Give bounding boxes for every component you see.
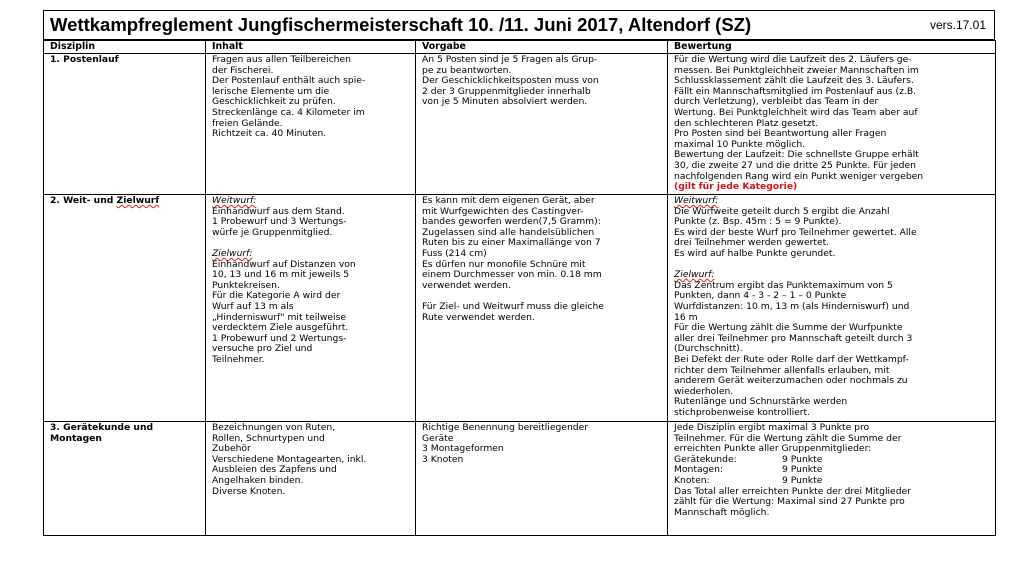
text-line: 1 Probewurf und 2 Wertungs- [212, 332, 347, 344]
text-line: Jede Disziplin ergibt maximal 3 Punkte pro [674, 422, 870, 433]
points-value: 9 Punkte [782, 464, 823, 476]
text-line: Es wird auf halbe Punkte gerundet. [674, 247, 836, 259]
text-line: Für die Wertung zählt die Summe der Wurfpunkte [674, 322, 903, 334]
text-line: drei Teilnehmer werden gewertet. [674, 237, 830, 249]
text-line: nachfolgenden Rang wird ein Punkt weniger vergeben [674, 170, 924, 182]
text-line: Wertung. Bei Punktgleichheit wird das Team aber auf [674, 106, 918, 118]
text-line: mit Wurfgewichten des Castingver- [422, 205, 584, 217]
text-line: 1 Probewurf und 3 Wertungs- [212, 216, 347, 228]
text-line: Richtige Benennung bereitliegender [422, 422, 589, 433]
text-line: Punkte (z. Bsp. 45m : 5 = 9 Punkte). [674, 216, 842, 228]
title-bar [43, 10, 995, 40]
text-line: Teilnehmer. Für die Wertung zählt die Summe der [674, 432, 902, 444]
text-line: versuche pro Ziel und [212, 343, 313, 355]
table-row-postenlauf [44, 54, 996, 195]
cell-inhalt [206, 195, 416, 422]
text-line: wiederholen. [674, 385, 734, 397]
version-label: vers.17.01 [929, 18, 986, 32]
table-header-row [44, 41, 996, 54]
text-line: Schlussklassement zählt die Laufzeit des 3. Läufers. [674, 75, 914, 87]
text-line: Bei Defekt der Rute oder Rolle darf der Wettkampf- [674, 353, 909, 365]
text-line: Fällt ein Mannschaftsmitglied im Postenlauf aus (z.B. [674, 85, 917, 97]
cell-vorgabe [416, 422, 668, 536]
text-line: aller drei Teilnehmer pro Mannschaft geteilt durch 3 [674, 332, 913, 344]
text-line: Rutenlänge und Schnurstärke werden [674, 396, 848, 408]
text-line: verdecktem Ziele ausgeführt. [212, 322, 349, 334]
text-line: 3 Knoten [422, 453, 464, 465]
text-line: Wurfdistanzen: 10 m, 13 m (als Hinderniswurf) und [674, 300, 910, 312]
column-header-vorgabe: Vorgabe [416, 41, 668, 54]
subheading-zielwurf: Zielwurf: [674, 269, 715, 281]
text-line: An 5 Posten sind je 5 Fragen als Grup- [422, 54, 598, 65]
text-line: Das Total aller erreichten Punkte der drei Mitglieder [674, 485, 911, 497]
text-line: durch Verletzung), verbleibt das Team in der [674, 96, 879, 108]
text-line: Punktekreisen. [212, 279, 280, 291]
text-line: Ausbleien des Zapfens und [212, 464, 337, 476]
text-line: (Durchschnitt). [674, 343, 743, 355]
subheading-weitwurf: Weitwurf: [212, 195, 257, 206]
text-line: Es kann mit dem eigenen Gerät, aber [422, 195, 595, 206]
points-line [674, 465, 989, 476]
text-line: 10, 13 und 16 m mit jeweils 5 [212, 269, 350, 281]
column-header-bewertung: Bewertung [668, 41, 996, 54]
points-value: 9 Punkte [782, 474, 823, 486]
column-header-disziplin: Disziplin [44, 41, 206, 54]
text-line: erreichten Punkte aller Gruppenmitglieder: [674, 443, 872, 455]
text-line: einem Durchmesser von min. 0.18 mm [422, 269, 602, 281]
table-row-geraetekunde [44, 422, 996, 536]
document-title: Wettkampfreglement Jungfischermeisterschaft 10. /11. Juni 2017, Altendorf (SZ) [50, 14, 752, 35]
text-line: Einhandwurf auf Distanzen von [212, 258, 356, 270]
cell-vorgabe [416, 195, 668, 422]
points-label: Knoten: [674, 474, 710, 486]
text-line: Geräte [422, 432, 454, 444]
points-line [674, 476, 989, 487]
text-line: 16 m [674, 311, 698, 323]
rules-table [43, 40, 996, 536]
text-line: der Fischerei. [212, 64, 274, 76]
text-line: lerische Elemente um die [212, 85, 330, 97]
text-line: Das Zentrum ergibt das Punktemaximum von 5 [674, 279, 893, 291]
table-row-weit-zielwurf [44, 195, 996, 422]
text-line: bandes geworfen werden(7,5 Gramm): [422, 216, 601, 228]
cell-disziplin [44, 422, 206, 536]
text-line: zählt für die Wertung: Maximal sind 27 Punkte pro [674, 496, 905, 508]
text-line: von je 5 Minuten absolviert werden. [422, 96, 588, 108]
text-line: Die Wurfweite geteilt durch 5 ergibt die Anzahl [674, 205, 890, 217]
text-line: Angelhaken binden. [212, 474, 304, 486]
text-line: Zugelassen sind alle handelsüblichen [422, 226, 595, 238]
cell-inhalt [206, 422, 416, 536]
text-line: Diverse Knoten. [212, 485, 286, 497]
points-label: Montagen: [674, 464, 724, 476]
text-line: Bezeichnungen von Ruten, [212, 422, 336, 433]
text-line: den schlechteren Platz gesetzt. [674, 117, 819, 129]
points-label: Gerätekunde: [674, 453, 737, 465]
text-line: Streckenlänge ca. 4 Kilometer im [212, 106, 365, 118]
text-line: Für die Kategorie A wird der [212, 290, 341, 302]
text-line: richter dem Teilnehmer allenfalls erlauben, mit [674, 364, 890, 376]
points-value: 9 Punkte [782, 453, 823, 465]
text-line: Der Postenlauf enthält auch spie- [212, 75, 366, 87]
discipline-name-part: 2. Weit- und [50, 195, 117, 206]
discipline-name: 1. Postenlauf [50, 54, 119, 65]
text-line: Einhandwurf aus dem Stand. [212, 205, 345, 217]
text-line: messen. Bei Punktgleichheit zweier Mannschaften im [674, 64, 919, 76]
cell-disziplin [44, 54, 206, 195]
column-header-inhalt: Inhalt [206, 41, 416, 54]
text-line: Verschiedene Montagearten, inkl. [212, 453, 367, 465]
cell-inhalt [206, 54, 416, 195]
category-note: (gilt für jede Kategorie) [674, 181, 798, 193]
text-line: Rute verwendet werden. [422, 311, 535, 323]
discipline-name: 3. Gerätekunde und [50, 422, 154, 433]
text-line: Teilnehmer. [212, 353, 265, 365]
text-line: anderem Gerät weiterzumachen oder nochmals zu [674, 375, 908, 387]
text-line: 30, die zweite 27 und die dritte 25 Punkte. Für jeden [674, 159, 916, 171]
text-line: Der Geschicklichkeitsposten muss von [422, 75, 599, 87]
text-line: Für die Wertung wird die Laufzeit des 2. Läufers ge- [674, 54, 912, 65]
cell-vorgabe [416, 54, 668, 195]
cell-bewertung [668, 54, 996, 195]
text-line: pe zu beantworten. [422, 64, 512, 76]
text-line: Es dürfen nur monofile Schnüre mit [422, 258, 586, 270]
text-line: Ruten bis zu einer Maximallänge von 7 [422, 237, 601, 249]
cell-bewertung [668, 422, 996, 536]
discipline-name [50, 196, 199, 207]
text-line: maximal 10 Punkte möglich. [674, 138, 806, 150]
text-line: Bewertung der Laufzeit: Die schnellste Gruppe erhält [674, 149, 919, 161]
text-line: 3 Montageformen [422, 443, 504, 455]
text-line: „Hinderniswurf" mit teilweise [212, 311, 347, 323]
cell-bewertung [668, 195, 996, 422]
text-line: Punkten, dann 4 - 3 - 2 – 1 – 0 Punkte [674, 290, 847, 302]
text-line: stichprobenweise kontrolliert. [674, 406, 811, 418]
text-line: Mannschaft möglich. [674, 506, 770, 518]
text-line: Pro Posten sind bei Beantwortung aller Fragen [674, 128, 887, 140]
text-line: Für Ziel- und Weitwurf muss die gleiche [422, 300, 604, 312]
text-line: freien Gelände. [212, 117, 283, 129]
discipline-name: Montagen [50, 432, 102, 444]
text-line: verwendet werden. [422, 279, 511, 291]
discipline-name-part: Zielwurf [116, 195, 160, 206]
text-line: Geschicklichkeit zu prüfen. [212, 96, 336, 108]
spacer [674, 260, 989, 271]
text-line: Rollen, Schnurtypen und [212, 432, 325, 444]
text-line: Fuss (214 cm) [422, 247, 487, 259]
text-line: 2 der 3 Gruppenmitglieder innerhalb [422, 85, 591, 97]
text-line: Richtzeit ca. 40 Minuten. [212, 128, 327, 140]
text-line: Zubehör [212, 443, 251, 455]
subheading-weitwurf: Weitwurf: [674, 195, 719, 206]
cell-disziplin [44, 195, 206, 422]
text-line: Wurf auf 13 m als [212, 300, 294, 312]
text-line: Es wird der beste Wurf pro Teilnehmer gewertet. Alle [674, 226, 917, 238]
text-line: würfe je Gruppenmitglied. [212, 226, 333, 238]
document-page [43, 10, 995, 536]
text-line: Fragen aus allen Teilbereichen [212, 54, 351, 65]
subheading-zielwurf: Zielwurf: [212, 247, 253, 259]
